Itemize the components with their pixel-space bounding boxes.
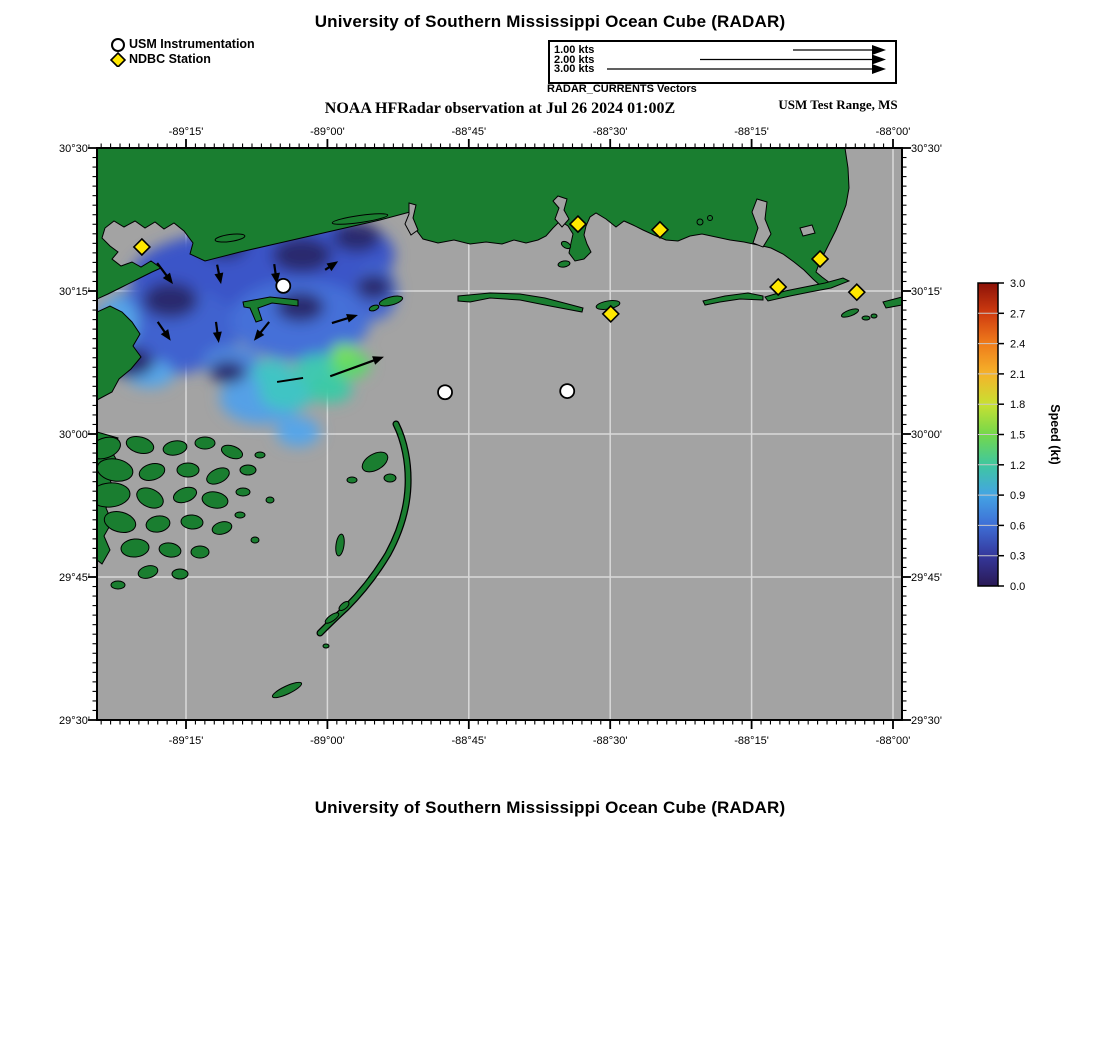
- lon-label-top: -88°30': [592, 126, 628, 138]
- colorbar-tick-label: 0.6: [1010, 520, 1026, 533]
- map-legend: [110, 37, 255, 67]
- usm-circle-icon: [110, 37, 126, 52]
- vector-scale-label-1: 1.00 kts: [554, 44, 595, 56]
- islet: [347, 477, 357, 483]
- marsh-islet: [195, 437, 215, 449]
- lat-label-left: 30°30': [59, 143, 90, 155]
- lon-label-top: -89°15': [168, 126, 204, 138]
- speed-patch: [356, 274, 392, 300]
- marsh-islet: [177, 463, 199, 477]
- usm-instrumentation-marker: [438, 385, 452, 399]
- usm-instrumentation-marker: [560, 384, 574, 398]
- vector-scale-label-3: 3.00 kts: [554, 63, 595, 75]
- marsh-islet: [236, 488, 250, 496]
- lon-label-bottom: -88°30': [592, 735, 628, 747]
- lon-label-top: -88°45': [451, 126, 487, 138]
- lon-label-top: -89°00': [310, 126, 345, 138]
- lat-label-right: 29°30': [911, 715, 942, 727]
- legend-row-usm: [110, 37, 255, 52]
- lat-label-right: 29°45': [911, 572, 942, 584]
- colorbar-tick-label: 3.0: [1010, 278, 1026, 290]
- colorbar: [978, 278, 1062, 593]
- colorbar-title: Speed (kt): [1048, 404, 1062, 465]
- marsh-islet: [191, 546, 209, 558]
- vector-scale-label-2: 2.00 kts: [554, 53, 595, 66]
- lon-label-bottom: -89°15': [168, 735, 204, 747]
- speed-patch: [142, 282, 198, 318]
- colorbar-tick-label: 1.5: [1010, 429, 1026, 442]
- observation-subtitle: NOAA HFRadar observation at Jul 26 2024 01:00Z: [324, 100, 676, 117]
- colorbar-tick-label: 0.9: [1010, 490, 1026, 503]
- colorbar-tick-label: 0.3: [1010, 550, 1026, 563]
- colorbar-tick-label: 2.7: [1010, 308, 1026, 321]
- figure-title-bottom: University of Southern Mississippi Ocean Cube (RADAR): [314, 798, 786, 817]
- colorbar-tick-label: 0.0: [1010, 581, 1026, 593]
- colorbar-tick-label: 1.8: [1010, 399, 1026, 412]
- islet: [871, 314, 877, 318]
- lon-label-top: -88°15': [734, 126, 769, 138]
- vector-scale-box: [548, 40, 897, 84]
- islet: [697, 219, 703, 225]
- islet: [323, 644, 329, 648]
- lat-label-right: 30°15': [911, 286, 942, 298]
- legend-label-usm: USM Instrumentation: [129, 37, 255, 51]
- lat-label-left: 29°30': [59, 715, 90, 727]
- lat-label-left: 29°45': [59, 572, 90, 584]
- lon-label-bottom: -88°45': [451, 735, 487, 747]
- speed-patch: [210, 361, 246, 383]
- colorbar-tick-label: 2.4: [1010, 338, 1026, 351]
- lon-label-bottom: -89°00': [310, 735, 345, 747]
- islet: [862, 316, 870, 320]
- lat-label-left: 30°15': [59, 286, 90, 298]
- islet: [708, 216, 713, 221]
- marsh-islet: [235, 512, 245, 518]
- legend-row-ndbc: [110, 52, 255, 67]
- speed-patch: [331, 343, 357, 361]
- colorbar-tick-label: 2.1: [1010, 368, 1026, 381]
- legend-label-ndbc: NDBC Station: [129, 52, 211, 66]
- marsh-islet: [240, 465, 256, 475]
- islet: [384, 474, 396, 482]
- lon-label-bottom: -88°00': [875, 735, 911, 747]
- speed-patch: [276, 417, 320, 447]
- marsh-islet: [255, 452, 265, 458]
- lat-label-right: 30°00': [911, 429, 942, 441]
- lon-label-bottom: -88°15': [734, 735, 769, 747]
- speed-patch: [252, 360, 292, 386]
- marsh-islet: [251, 537, 259, 543]
- lon-label-top: -88°00': [875, 126, 911, 138]
- marsh-islet: [266, 497, 274, 503]
- lat-label-right: 30°30': [911, 143, 942, 155]
- lat-label-left: 30°00': [59, 429, 90, 441]
- test-range-label: USM Test Range, MS: [778, 97, 898, 112]
- marsh-islet: [172, 569, 188, 579]
- speed-patch: [308, 377, 352, 403]
- figure-title-top: University of Southern Mississippi Ocean Cube (RADAR): [314, 12, 786, 31]
- speed-patch: [276, 292, 324, 322]
- marsh-islet: [111, 581, 125, 589]
- colorbar-tick-label: 1.2: [1010, 459, 1026, 472]
- ndbc-diamond-icon: [110, 52, 126, 67]
- vector-scale-caption: RADAR_CURRENTS Vectors: [547, 83, 697, 95]
- usm-instrumentation-marker: [276, 279, 290, 293]
